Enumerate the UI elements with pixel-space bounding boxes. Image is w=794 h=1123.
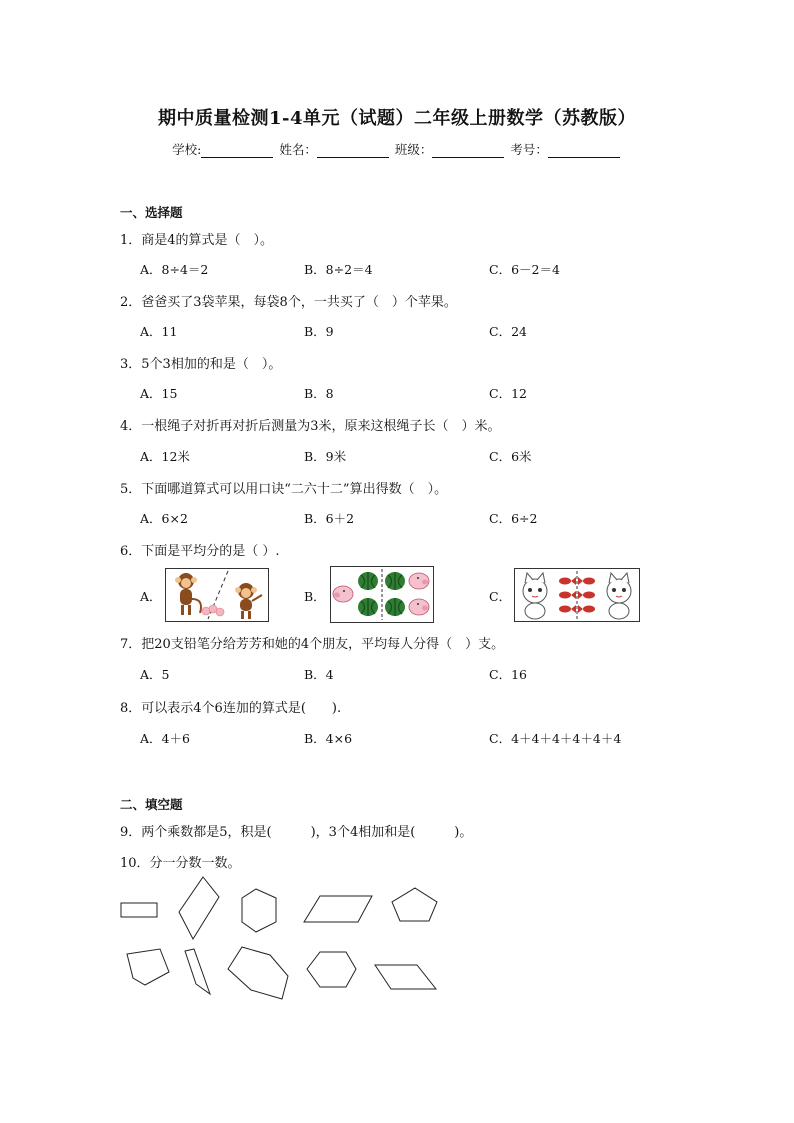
- rhombus-shape: [179, 877, 219, 939]
- section-title-choice: 一、选择题: [120, 205, 183, 220]
- parallelogram-shape: [304, 896, 372, 922]
- rectangle-shape: [121, 903, 157, 917]
- q6-option-c: C．: [489, 589, 512, 604]
- q1-option-c: C．6－2＝4: [489, 262, 560, 277]
- q4-option-a: A．12米: [140, 449, 190, 464]
- question-4: 4．一根绳子对折再对折后测量为3米，原来这根绳子长（ ）米。: [120, 419, 501, 434]
- q5-option-b: B．6＋2: [304, 511, 355, 526]
- hexagon-irregular-shape: [228, 947, 288, 999]
- q5-option-a: A．6×2: [140, 511, 188, 526]
- name-label: 姓名：: [279, 142, 317, 157]
- question-7: 7．把20支铅笔分给芳芳和她的4个朋友，平均每人分得（ ）支。: [120, 637, 505, 652]
- school-label: 学校:: [172, 142, 202, 157]
- page-title: 期中质量检测1-4单元（试题）二年级上册数学（苏教版）: [157, 108, 637, 129]
- exam-no-label: 考号：: [510, 142, 548, 157]
- q2-option-b: B．9: [304, 324, 334, 339]
- q3-option-b: B．8: [304, 386, 334, 401]
- q6-option-a: A．: [140, 589, 162, 604]
- question-5: 5．下面哪道算式可以用口诀“二六十二”算出得数（ ）。: [120, 482, 448, 497]
- question-2: 2．爸爸买了3袋苹果，每袋8个，一共买了（ ）个苹果。: [120, 295, 457, 310]
- question-9: 9．两个乘数都是5，积是( )，3个4相加和是( )。: [120, 825, 473, 840]
- pentagon-irregular-shape: [127, 949, 169, 985]
- q8-option-c: C．4＋4＋4＋4＋4＋4: [489, 731, 622, 746]
- pentagon-shape: [392, 888, 437, 921]
- question-8: 8．可以表示4个6连加的算式是( ).: [120, 701, 342, 716]
- q8-option-b: B．4×6: [304, 731, 353, 746]
- q2-option-c: C．24: [489, 324, 527, 339]
- q7-option-a: A．5: [140, 667, 170, 682]
- q4-option-b: B．9米: [304, 449, 347, 464]
- parallelogram-shape-2: [375, 965, 436, 989]
- question-10: 10．分一分数一数。: [120, 856, 241, 871]
- q7-option-b: B．4: [304, 667, 334, 682]
- hexagon-shape-2: [307, 952, 356, 987]
- q8-option-a: A．4＋6: [140, 731, 190, 746]
- question-6: 6．下面是平均分的是（ ）.: [120, 544, 280, 559]
- hexagon-shape: [242, 889, 276, 932]
- section-title-fill: 二、填空题: [120, 797, 183, 812]
- q2-option-a: A．11: [140, 324, 178, 339]
- q3-option-c: C．12: [489, 386, 527, 401]
- q5-option-c: C．6÷2: [489, 511, 538, 526]
- q3-option-a: A．15: [140, 386, 178, 401]
- q1-option-b: B．8÷2＝4: [304, 262, 373, 277]
- q7-option-c: C．16: [489, 667, 527, 682]
- question-1: 1．商是4的算式是（ ）。: [120, 233, 274, 248]
- question-3: 3．5个3相加的和是（ ）。: [120, 357, 282, 372]
- quadrilateral-shape: [185, 949, 210, 994]
- q4-option-c: C．6米: [489, 449, 532, 464]
- q1-option-a: A．8÷4＝2: [140, 262, 209, 277]
- q6-option-b: B．: [304, 589, 326, 604]
- class-label: 班级：: [394, 142, 433, 157]
